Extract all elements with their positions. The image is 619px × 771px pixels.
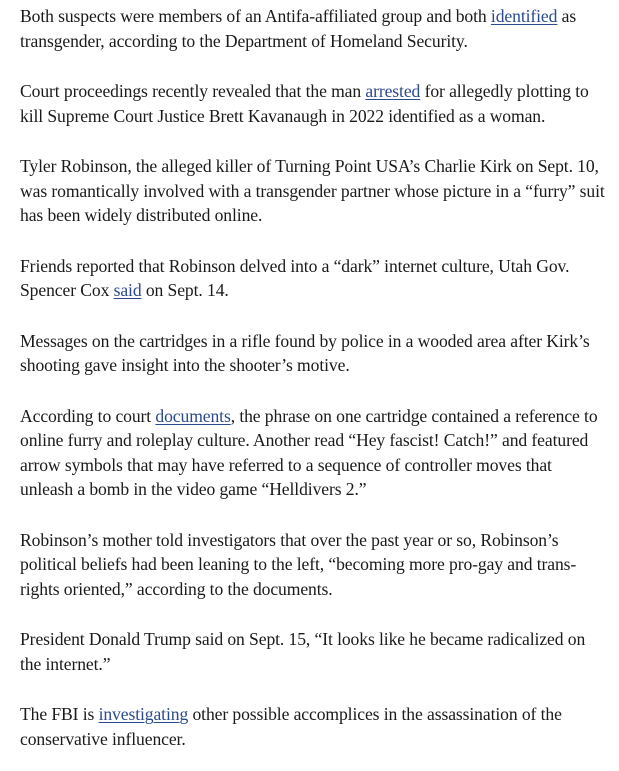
- text-span: Court proceedings recently revealed that the man: [20, 81, 366, 101]
- paragraph: [20, 154, 607, 228]
- text-span: The FBI is: [20, 704, 99, 724]
- text-span: Tyler Robinson, the alleged killer of Turning Point USA’s Charlie Kirk on Sept. 10, was romantically involved with a transgender partner whose picture in a “furry” suit has been widely distributed online.: [20, 156, 605, 225]
- link-identified[interactable]: identified: [490, 6, 558, 26]
- link-said[interactable]: said: [113, 280, 142, 300]
- paragraph: [20, 79, 607, 128]
- text-span: as transgender, according to the Department of Homeland Security.: [20, 6, 577, 51]
- text-span: Robinson’s mother told investigators that over the past year or so, Robinson’s political beliefs had been leaning to the left, “becoming more pro-gay and trans-rights oriented,” according to the documents.: [20, 529, 577, 599]
- link-arrested[interactable]: arrested: [365, 81, 421, 101]
- text-span: Messages on the cartridges in a rifle found by police in a wooded area after Kirk’s shooting gave insight into the shooter’s motive.: [20, 330, 590, 375]
- paragraph: [20, 702, 607, 751]
- text-span: , the phrase on one cartridge contained a reference to online furry and roleplay culture. Another read “Hey fascist! Catch!” and featured arrow symbols that may have referred to a sequence of controller moves that unleash a bomb in the video game “Helldivers 2.”: [20, 405, 598, 499]
- paragraph: [20, 329, 607, 378]
- paragraph: [20, 528, 607, 602]
- paragraph: [20, 4, 607, 53]
- text-span: for allegedly plotting to kill Supreme Court Justice Brett Kavanaugh in 2022 identified as a woman.: [20, 81, 589, 126]
- text-span: on Sept. 14.: [141, 280, 229, 300]
- link-investigating[interactable]: investigating: [98, 704, 189, 724]
- paragraph: [20, 404, 607, 502]
- text-span: Both suspects were members of an Antifa-affiliated group and both: [20, 6, 491, 26]
- text-span: President Donald Trump said on Sept. 15, “It looks like he became radicalized on the internet.”: [20, 629, 586, 674]
- text-span: other possible accomplices in the assassination of the conservative influencer.: [20, 704, 562, 749]
- text-span: Friends reported that Robinson delved into a “dark” internet culture, Utah Gov. Spencer Cox: [20, 255, 570, 300]
- paragraph: [20, 254, 607, 303]
- paragraph: [20, 627, 607, 676]
- text-span: According to court: [20, 405, 156, 426]
- link-documents[interactable]: documents: [155, 405, 231, 426]
